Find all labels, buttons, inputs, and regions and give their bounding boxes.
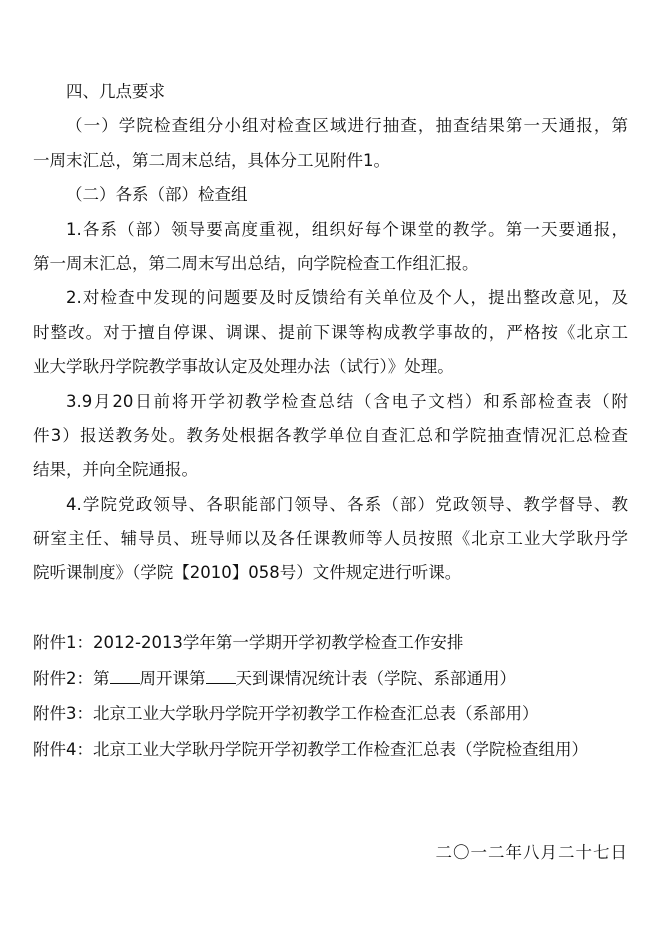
paragraph-line: 2.对检查中发现的问题要及时反馈给有关单位及个人，提出整改意见，及 xyxy=(66,288,628,308)
paragraph-line: 件3）报送教务处。教务处根据各教学单位自查汇总和学院抽查情况汇总检查 xyxy=(33,425,628,445)
attachment-2-suffix: 天到课情况统计表（学院、系部通用） xyxy=(235,668,516,688)
attachment-2 xyxy=(33,661,628,697)
paragraph-line: 第一周末汇总，第二周末写出总结，向学院检查工作组汇报。 xyxy=(33,253,479,273)
document-date: 二〇一二年八月二十七日 xyxy=(435,843,628,862)
paragraph-line: 3.9月20日前将开学初教学检查总结（含电子文档）和系部检查表（附 xyxy=(66,391,628,411)
blank-underline xyxy=(110,669,140,684)
section-heading: 四、几点要求 xyxy=(66,82,165,101)
requirements-section xyxy=(33,75,628,591)
paragraph-line: （一）学院检查组分小组对检查区域进行抽查，抽查结果第一天通报，第 xyxy=(66,116,628,136)
paragraph-line: 结果，并向全院通报。 xyxy=(33,460,198,480)
paragraph-line: 业大学耿丹学院教学事故认定及处理办法（试行）》处理。 xyxy=(33,357,454,377)
paragraph-line: 院听课制度》（学院【2010】058号）文件规定进行听课。 xyxy=(33,563,462,583)
attachment-4: 附件4：北京工业大学耿丹学院开学初教学工作检查汇总表（学院检查组用） xyxy=(33,740,588,760)
attachment-2-prefix: 附件2：第 xyxy=(33,668,110,688)
paragraph-line: 1.各系（部）领导要高度重视，组织好每个课堂的教学。第一天要通报， xyxy=(66,219,628,239)
attachment-3: 附件3：北京工业大学耿丹学院开学初教学工作检查汇总表（系部用） xyxy=(33,704,539,724)
paragraph-line: 时整改。对于擅自停课、调课、提前下课等构成教学事故的，严格按《北京工 xyxy=(33,322,628,342)
attachment-2-mid: 周开课第 xyxy=(139,668,206,688)
paragraph-line: 4.学院党政领导、各职能部门领导、各系（部）党政领导、教学督导、教 xyxy=(66,494,628,514)
blank-underline xyxy=(206,669,236,684)
attachments-list xyxy=(33,625,628,768)
subsection-heading: （二）各系（部）检查组 xyxy=(66,185,248,205)
attachment-1: 附件1：2012-2013学年第一学期开学初教学检查工作安排 xyxy=(33,633,464,652)
paragraph-line: 研室主任、辅导员、班导师以及各任课教师等人员按照《北京工业大学耿丹学 xyxy=(33,529,628,549)
paragraph-line: 一周末汇总，第二周末总结，具体分工见附件1。 xyxy=(33,150,390,170)
